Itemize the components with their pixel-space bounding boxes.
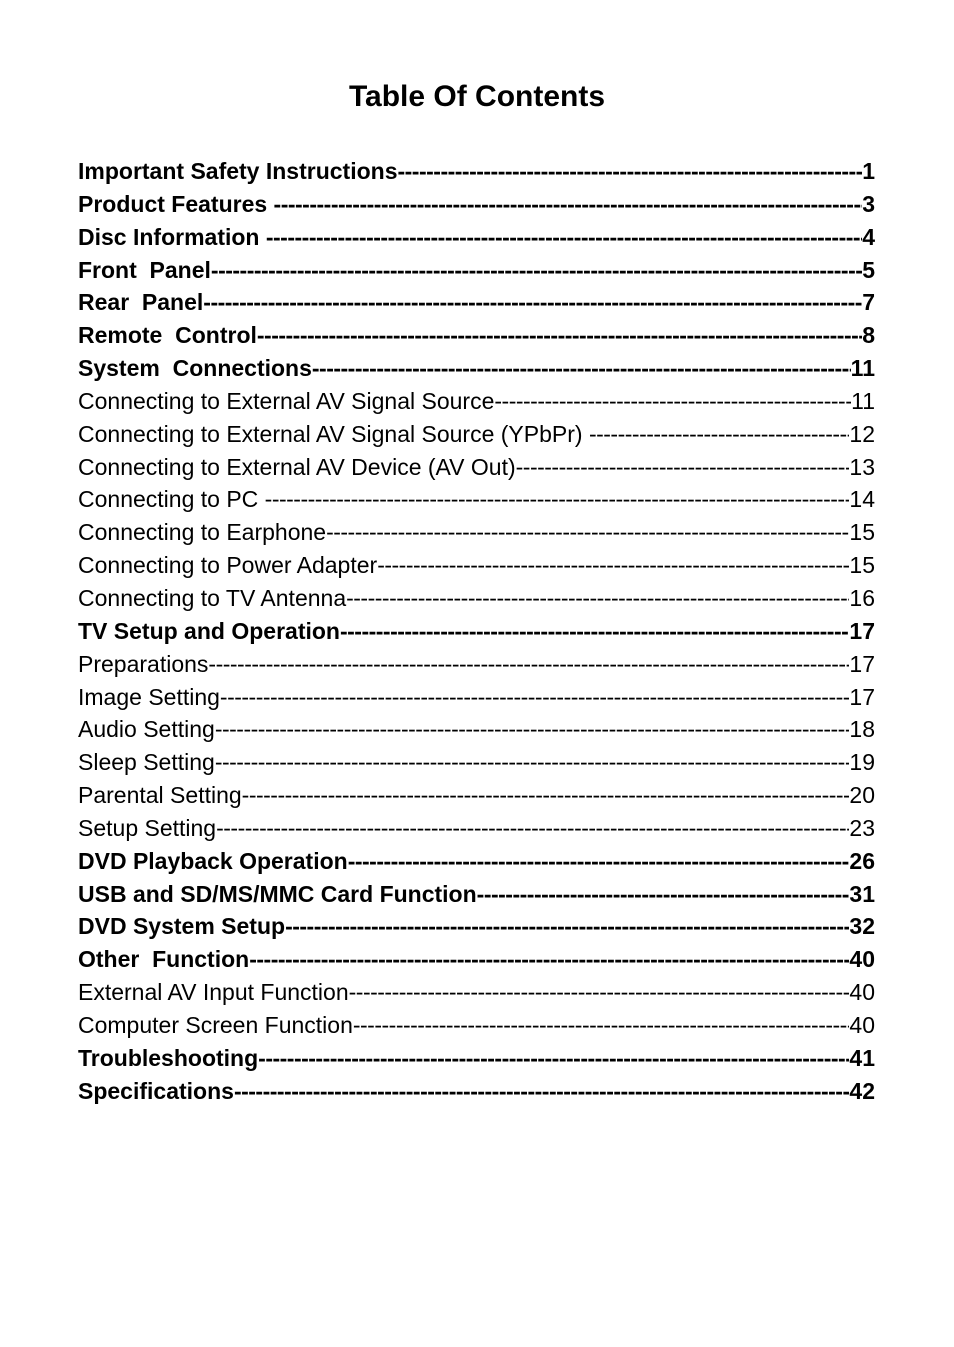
toc-entry-label: Other Function [78, 946, 250, 973]
toc-dot-leader [516, 451, 850, 484]
toc-entry[interactable] [78, 549, 875, 582]
toc-entry-label: Preparations [78, 650, 209, 677]
toc-entry-label: Sleep Setting [78, 749, 215, 776]
toc-dot-leader [216, 812, 849, 845]
toc-dot-leader [242, 779, 850, 812]
toc-dot-leader [377, 549, 849, 582]
toc-dot-leader [477, 878, 850, 911]
toc-entry[interactable] [78, 385, 875, 418]
toc-entry-page-number: 40 [849, 946, 875, 973]
toc-entry[interactable] [78, 1075, 875, 1108]
toc-dot-leader [211, 254, 862, 287]
toc-entry-label: Troubleshooting [78, 1044, 259, 1071]
toc-entry-page-number: 11 [850, 355, 875, 382]
toc-dot-leader [326, 516, 849, 549]
toc-entry-label: Computer Screen Function [78, 1011, 353, 1038]
toc-entry[interactable] [78, 779, 875, 812]
toc-entry-label: Connecting to External AV Device (AV Out) [78, 453, 516, 480]
toc-entry[interactable] [78, 976, 875, 1009]
toc-entry-label: Image Setting [78, 683, 220, 710]
toc-entry[interactable] [78, 910, 875, 943]
toc-entry[interactable] [78, 221, 875, 254]
toc-entry-label: Specifications [78, 1077, 234, 1104]
toc-entry[interactable] [78, 845, 875, 878]
toc-entry-label: Audio Setting [78, 716, 215, 743]
toc-entry-page-number: 17 [849, 683, 875, 710]
toc-entry[interactable] [78, 516, 875, 549]
toc-entry-page-number: 15 [849, 552, 875, 579]
toc-entry-label: Connecting to PC [78, 486, 265, 513]
toc-entry-page-number: 19 [849, 749, 875, 776]
toc-dot-leader [258, 1042, 849, 1075]
toc-dot-leader [312, 352, 851, 385]
toc-entry-page-number: 14 [849, 486, 875, 513]
toc-entry[interactable] [78, 1042, 875, 1075]
toc-dot-leader [494, 385, 851, 418]
toc-entry[interactable] [78, 943, 875, 976]
toc-entry-label: Rear Panel [78, 289, 204, 316]
toc-dot-leader [274, 188, 863, 221]
toc-entry[interactable] [78, 648, 875, 681]
toc-list [78, 155, 875, 1107]
toc-entry[interactable] [78, 812, 875, 845]
toc-dot-leader [349, 976, 850, 1009]
toc-dot-leader [397, 155, 862, 188]
toc-dot-leader [346, 582, 849, 615]
toc-entry-label: Front Panel [78, 256, 211, 283]
toc-dot-leader [265, 483, 850, 516]
toc-entry[interactable] [78, 582, 875, 615]
toc-entry-page-number: 11 [851, 387, 875, 414]
toc-entry-label: DVD Playback Operation [78, 847, 348, 874]
toc-entry-page-number: 20 [849, 782, 875, 809]
toc-dot-leader [257, 319, 862, 352]
toc-entry-label: Connecting to External AV Signal Source [78, 387, 495, 414]
toc-entry-label: DVD System Setup [78, 913, 286, 940]
toc-dot-leader [353, 1009, 850, 1042]
toc-entry[interactable] [78, 155, 875, 188]
toc-entry[interactable] [78, 483, 875, 516]
toc-entry-label: Setup Setting [78, 814, 217, 841]
toc-entry-page-number: 17 [849, 650, 875, 677]
toc-entry-label: Disc Information [78, 223, 266, 250]
toc-dot-leader [348, 845, 850, 878]
toc-entry[interactable] [78, 254, 875, 287]
toc-entry-page-number: 32 [849, 913, 875, 940]
toc-entry-page-number: 31 [849, 880, 875, 907]
toc-entry-label: Important Safety Instructions [78, 158, 398, 184]
toc-dot-leader [249, 943, 849, 976]
toc-dot-leader [208, 648, 849, 681]
toc-entry[interactable] [78, 188, 875, 221]
toc-entry[interactable] [78, 286, 875, 319]
toc-entry-page-number: 42 [849, 1077, 875, 1104]
toc-entry-label: External AV Input Function [78, 979, 349, 1006]
toc-entry-page-number: 13 [849, 453, 875, 480]
toc-entry[interactable] [78, 878, 875, 911]
toc-dot-leader [589, 418, 849, 451]
toc-dot-leader [220, 681, 849, 714]
toc-dot-leader [215, 746, 850, 779]
toc-entry-label: USB and SD/MS/MMC Card Function [78, 880, 477, 907]
toc-dot-leader [340, 615, 849, 648]
toc-entry-page-number: 5 [862, 256, 875, 283]
toc-entry-label: Connecting to External AV Signal Source (YPbPr) [78, 420, 589, 447]
toc-entry-page-number: 7 [862, 289, 875, 316]
toc-entry-label: Remote Control [78, 322, 257, 349]
toc-entry-label: TV Setup and Operation [78, 617, 340, 644]
toc-entry-page-number: 26 [849, 847, 875, 874]
toc-entry[interactable] [78, 1009, 875, 1042]
toc-entry[interactable] [78, 713, 875, 746]
toc-entry-page-number: 40 [849, 1011, 875, 1038]
toc-entry-page-number: 3 [862, 190, 875, 217]
toc-entry-page-number: 17 [849, 617, 875, 644]
toc-entry-label: Connecting to TV Antenna [78, 584, 347, 611]
toc-entry-page-number: 23 [849, 814, 875, 841]
toc-dot-leader [215, 713, 850, 746]
toc-entry-label: Product Features [78, 190, 274, 217]
toc-entry[interactable] [78, 352, 875, 385]
toc-entry[interactable] [78, 746, 875, 779]
toc-entry[interactable] [78, 681, 875, 714]
toc-entry-page-number: 1 [862, 158, 875, 184]
toc-entry[interactable] [78, 451, 875, 484]
toc-entry-page-number: 15 [849, 519, 875, 546]
toc-entry-page-number: 40 [849, 979, 875, 1006]
toc-entry-page-number: 4 [862, 223, 875, 250]
page-title: Table Of Contents [348, 80, 606, 113]
toc-entry-label: Connecting to Earphone [78, 519, 327, 546]
toc-entry[interactable] [78, 418, 875, 451]
toc-entry[interactable] [78, 319, 875, 352]
toc-entry-label: Connecting to Power Adapter [78, 552, 378, 579]
toc-entry-label: Parental Setting [78, 782, 242, 809]
toc-entry-page-number: 18 [849, 716, 875, 743]
toc-dot-leader [266, 221, 862, 254]
toc-entry-page-number: 12 [849, 420, 875, 447]
toc-entry-page-number: 16 [849, 584, 875, 611]
toc-dot-leader [203, 286, 862, 319]
toc-entry[interactable] [78, 615, 875, 648]
toc-entry-label: System Connections [78, 355, 312, 382]
toc-entry-page-number: 8 [862, 322, 875, 349]
toc-dot-leader [234, 1075, 849, 1108]
toc-entry-page-number: 41 [849, 1044, 875, 1071]
toc-dot-leader [285, 910, 849, 943]
